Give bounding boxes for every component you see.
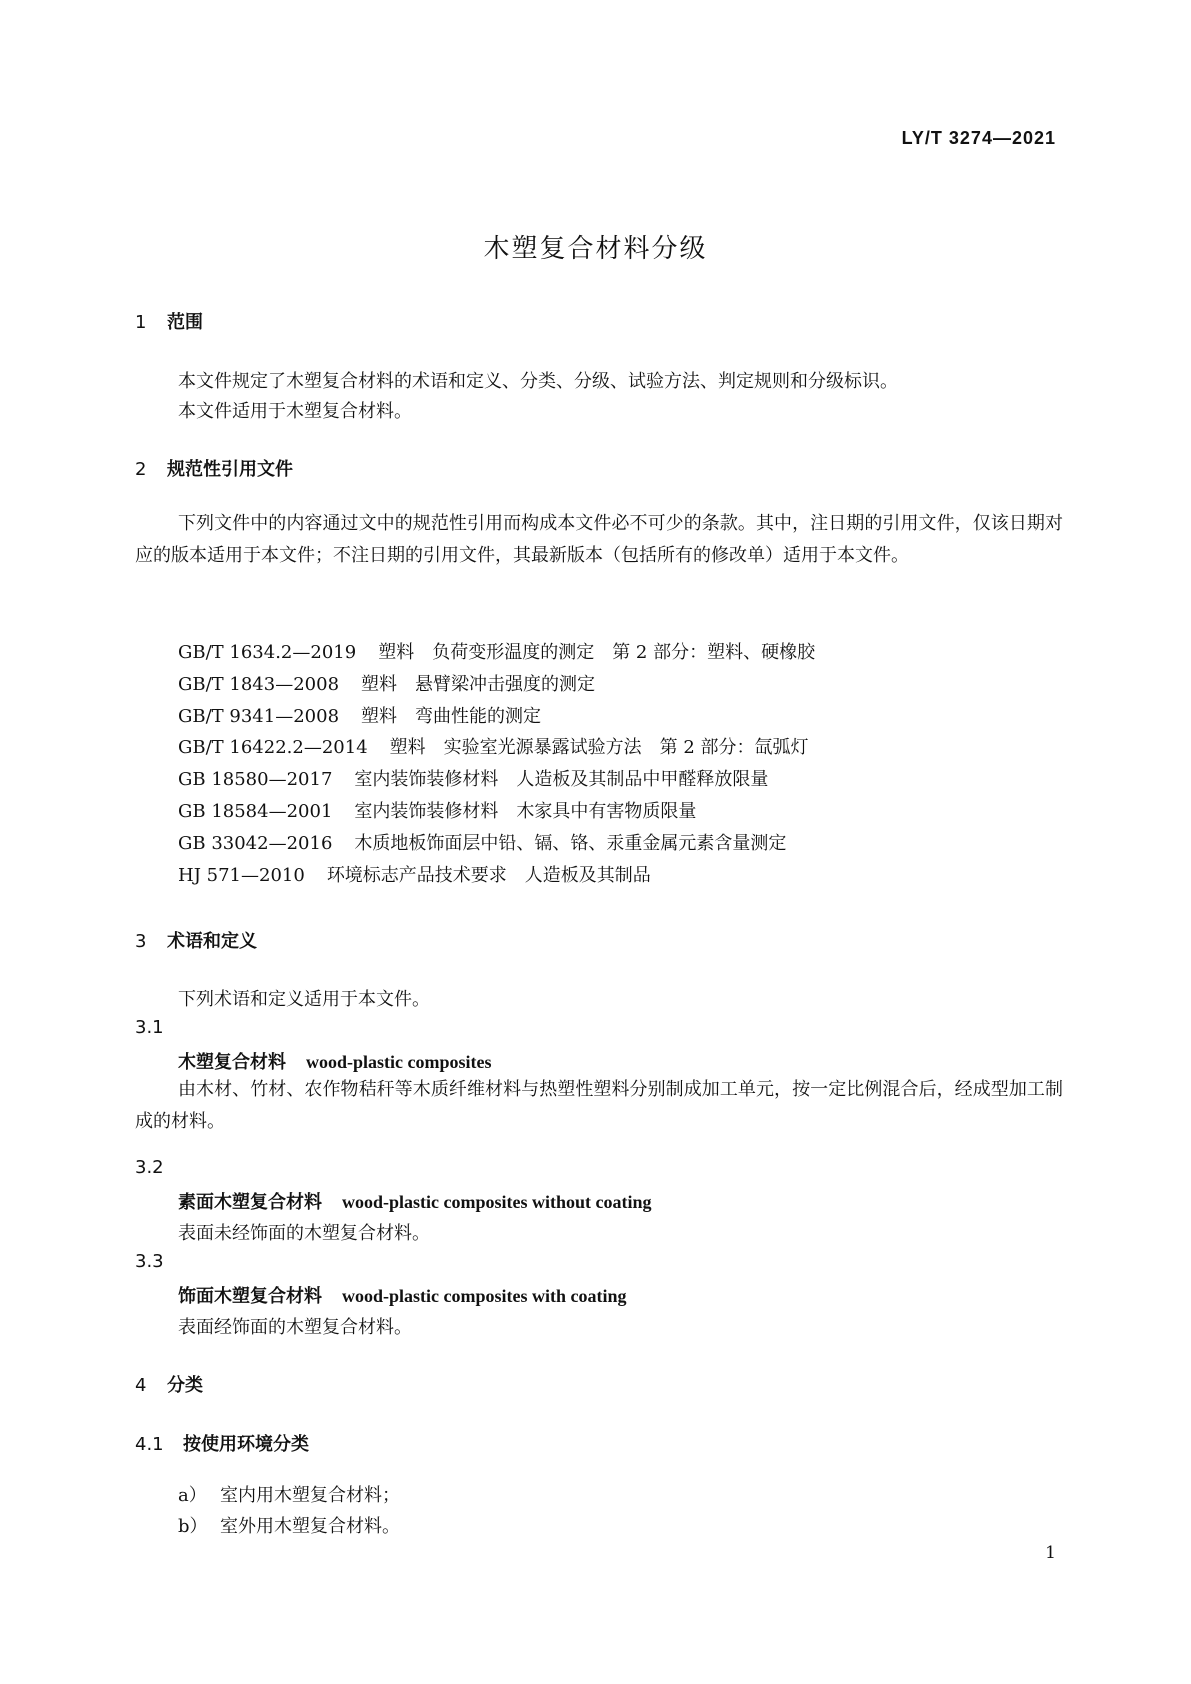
terms-intro: 下列术语和定义适用于本文件。 (178, 989, 430, 1010)
reference-title: 室内装饰装修材料 木家具中有害物质限量 (354, 800, 697, 822)
subsection-number: 4.1 (135, 1434, 164, 1455)
term-heading (178, 1048, 492, 1074)
term-number: 3.2 (135, 1157, 164, 1178)
section-title: 分类 (167, 1375, 203, 1396)
section-number: 1 (135, 312, 147, 333)
section-4-heading (135, 1371, 203, 1397)
term-zh: 素面木塑复合材料 (178, 1192, 322, 1213)
term-number: 3.3 (135, 1251, 164, 1272)
term-definition: 由木材、竹材、农作物秸秆等木质纤维材料与热塑性塑料分别制成加工单元，按一定比例混合后，经成型加工制成的材料。 (135, 1079, 1063, 1132)
section-3-heading (135, 927, 257, 953)
reference-title: 塑料 弯曲性能的测定 (361, 705, 542, 727)
list-label: a） (178, 1485, 207, 1506)
reference-title: 木质地板饰面层中铅、镉、铬、汞重金属元素含量测定 (354, 832, 787, 854)
reference-code: GB 18584—2001 (178, 800, 333, 822)
section-2-heading (135, 455, 293, 481)
reference-title: 塑料 悬臂梁冲击强度的测定 (361, 673, 596, 695)
section-title: 规范性引用文件 (167, 459, 293, 480)
section-title: 术语和定义 (167, 931, 257, 952)
reference-code: GB/T 16422.2—2014 (178, 737, 368, 759)
section-number: 3 (135, 931, 147, 952)
scope-paragraph-2: 本文件适用于木塑复合材料。 (178, 401, 412, 422)
term-en: wood-plastic composites without coating (342, 1192, 652, 1212)
reference-code: HJ 571—2010 (178, 864, 305, 886)
list-text: 室内用木塑复合材料； (220, 1485, 400, 1506)
document-title: 木塑复合材料分级 (483, 234, 708, 264)
term-definition: 表面经饰面的木塑复合材料。 (178, 1317, 412, 1338)
section-1-heading (135, 308, 203, 334)
reference-item (178, 796, 815, 828)
reference-item (178, 828, 815, 860)
list-text: 室外用木塑复合材料。 (220, 1516, 400, 1537)
reference-item (178, 669, 815, 701)
reference-item (178, 860, 815, 892)
reference-title: 塑料 负荷变形温度的测定 第 2 部分：塑料、硬橡胶 (378, 642, 816, 663)
term-number: 3.1 (135, 1017, 164, 1038)
term-en: wood-plastic composites (306, 1052, 492, 1072)
reference-item (178, 732, 815, 764)
reference-code: GB/T 1843—2008 (178, 673, 340, 695)
reference-code: GB 33042—2016 (178, 832, 333, 854)
reference-item (178, 764, 815, 796)
list-item (178, 1481, 400, 1507)
term-definition: 表面未经饰面的木塑复合材料。 (178, 1223, 430, 1244)
list-item (178, 1512, 400, 1538)
term-heading (178, 1282, 627, 1308)
subsection-title: 按使用环境分类 (183, 1434, 309, 1455)
reference-title: 塑料 实验室光源暴露试验方法 第 2 部分：氙弧灯 (389, 737, 809, 759)
reference-list (178, 637, 815, 891)
reference-code: GB/T 1634.2—2019 (178, 642, 357, 663)
reference-item (178, 701, 815, 733)
list-label: b） (178, 1516, 208, 1537)
term-zh: 饰面木塑复合材料 (178, 1286, 322, 1307)
reference-code: GB/T 9341—2008 (178, 705, 340, 727)
scope-paragraph-1: 本文件规定了木塑复合材料的术语和定义、分类、分级、试验方法、判定规则和分级标识。 (178, 371, 898, 392)
reference-item (178, 637, 815, 669)
term-zh: 木塑复合材料 (178, 1052, 286, 1073)
page-number: 1 (1045, 1543, 1056, 1563)
section-title: 范围 (167, 312, 203, 333)
term-en: wood-plastic composites with coating (342, 1286, 627, 1306)
subsection-4-1-heading (135, 1430, 309, 1456)
standard-number: LY/T 3274—2021 (901, 128, 1056, 148)
reference-title: 室内装饰装修材料 人造板及其制品中甲醛释放限量 (354, 769, 769, 791)
term-heading (178, 1188, 652, 1214)
reference-title: 环境标志产品技术要求 人造板及其制品 (326, 864, 651, 886)
normative-references-intro: 下列文件中的内容通过文中的规范性引用而构成本文件必不可少的条款。其中，注日期的引用文件，仅该日期对应的版本适用于本文件；不注日期的引用文件，其最新版本（包括所有的修改单）适用于本文件。 (135, 513, 1063, 566)
section-number: 2 (135, 459, 147, 480)
reference-code: GB 18580—2017 (178, 769, 333, 791)
section-number: 4 (135, 1375, 147, 1396)
